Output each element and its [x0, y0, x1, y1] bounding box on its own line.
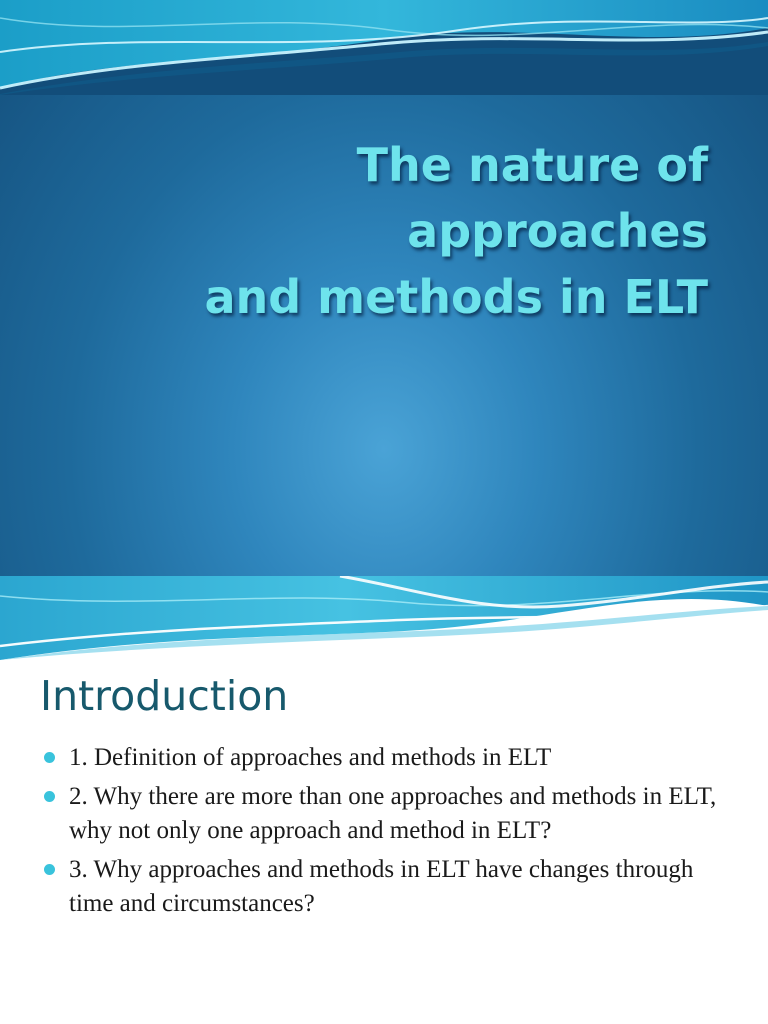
bullet-icon [44, 864, 55, 875]
band-wave-decoration [0, 576, 768, 660]
section-heading: Introduction [40, 672, 289, 720]
bullet-list [44, 741, 734, 926]
bullet-icon [44, 791, 55, 802]
slide-title-line-1: The nature of approaches [356, 138, 708, 258]
slide-title [48, 132, 708, 330]
bullet-item [44, 780, 734, 848]
bullet-text: 3. Why approaches and methods in ELT have changes through time and circumstances? [69, 856, 694, 917]
bullet-icon [44, 752, 55, 763]
introduction-slide [0, 576, 768, 1024]
bullet-text: 2. Why there are more than one approaches and methods in ELT, why not only one approach and method in ELT? [69, 783, 717, 844]
slide-title-line-2: and methods in ELT [204, 270, 708, 324]
bullet-text: 1. Definition of approaches and methods in ELT [69, 744, 552, 771]
bullet-item [44, 853, 734, 921]
bullet-item [44, 741, 734, 775]
top-wave-decoration [0, 0, 768, 95]
